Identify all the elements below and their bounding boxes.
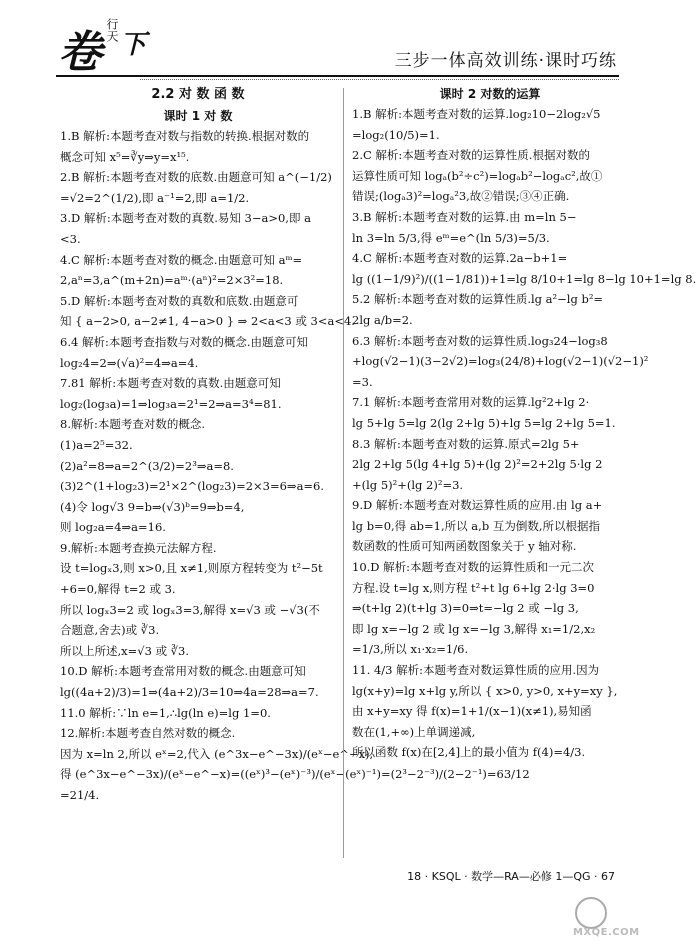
answer-line: 则 log₂a=4⇒a=16. (60, 520, 166, 535)
answer-line: 1.B 解析:本题考查对数的运算.log₂10−2log₂√5 (352, 107, 601, 121)
answer-line: 10.D 解析:本题考查对数的运算性质和一元二次 (352, 560, 595, 575)
watermark (571, 897, 661, 939)
answer-line: lg(x+y)=lg x+lg y,所以 { x>0, y>0, x+y=xy }, (352, 683, 618, 698)
answer-line: 得 (e^3x−e^−3x)/(eˣ−e^−x)=((eˣ)³−(eˣ)⁻³)/(eˣ−(eˣ)⁻¹)=(2³−2⁻³)/(2−2⁻¹)=63/12 (60, 767, 530, 782)
answer-line: 3.D 解析:本题考查对数的真数.易知 3−a>0,即 a (60, 211, 311, 226)
answer-line: =21/4. (60, 788, 100, 802)
answer-line: 错误;(logₐ3)²=logₐ²3,故②错误;③④正确. (352, 189, 570, 204)
answer-line: 3.B 解析:本题考查对数的运算.由 m=ln 5− (352, 209, 577, 224)
answer-line: lg ((1−1/9)²)/((1−1/81))+1=lg 8/10+1=lg 8−lg 10+1=lg 8. (352, 271, 696, 286)
answer-line: log₂(log₃a)=1⇒log₃a=2¹=2⇒a=3⁴=81. (60, 396, 282, 411)
header-dotted-rule (140, 79, 619, 80)
answer-line: =√2=2^(1/2),即 a⁻¹=2,即 a=1/2. (60, 190, 250, 205)
brand-tail-char: 下 (120, 30, 147, 60)
answer-line: (3)2^(1+log₂3)=2¹×2^(log₂3)=2×3=6⇒a=6. (60, 479, 325, 494)
brand-sub-chars: 行天 (105, 18, 119, 42)
answer-line: ln 3=ln 5/3,得 eᵐ=e^(ln 5/3)=5/3. (352, 230, 550, 245)
answer-line: 6.3 解析:本题考查对数的运算性质.log₃24−log₃8 (352, 333, 608, 348)
answer-line: =log₂(10/5)=1. (352, 127, 440, 142)
answer-line: +(lg 5)²+(lg 2)²=3. (352, 477, 464, 492)
answer-line: +log(√2−1)(3−2√2)=log₃(24/8)+log(√2−1)(√2−1)² (352, 354, 649, 369)
answer-line: 11.0 解析:∵ln e=1,∴lg(ln e)=lg 1=0. (60, 705, 271, 720)
answer-line: 2.B 解析:本题考查对数的底数.由题意可知 a^(−1/2) (60, 170, 332, 185)
answer-line: 2lg 2+lg 5(lg 4+lg 5)+(lg 2)²=2+2lg 5·lg 2 (352, 457, 603, 472)
answer-line: =3. (352, 374, 373, 389)
answer-line: 2.C 解析:本题考查对数的运算性质.根据对数的 (352, 148, 590, 163)
answer-line: 设 t=logₓ3,则 x>0,且 x≠1,则原方程转变为 t²−5t (60, 561, 323, 576)
answer-line: +6=0,解得 t=2 或 3. (60, 582, 176, 597)
answer-line: 因为 x=ln 2,所以 eˣ=2,代入 (e^3x−e^−3x)/(eˣ−e^−x), (60, 746, 374, 761)
answer-line: lg((4a+2)/3)=1⇒(4a+2)/3=10⇒4a=28⇒a=7. (60, 685, 319, 700)
answer-line: (1)a=2⁵=32. (60, 437, 133, 452)
answer-line: 5.2 解析:本题考查对数的运算性质.lg a²−lg b²= (352, 292, 604, 307)
answer-line: 7.81 解析:本题考查对数的真数.由题意可知 (60, 376, 281, 391)
answer-line: 由 x+y=xy 得 f(x)=1+1/(x−1)(x≠1),易知函 (352, 704, 592, 719)
answer-line: 2,aⁿ=3,a^(m+2n)=aᵐ·(aⁿ)²=2×3²=18. (60, 273, 284, 288)
answer-line: 所以 logₓ3=2 或 logₓ3=3,解得 x=√3 或 −√3(不 (60, 602, 320, 617)
watermark-text: MXQE.COM (573, 927, 640, 938)
answer-line: (4)令 log√3 9=b⇒(√3)ᵇ=9⇒b=4, (60, 499, 245, 514)
answer-line: 合题意,舍去)或 ∛3. (60, 623, 160, 638)
answer-line: lg 5+lg 5=lg 2(lg 2+lg 5)+lg 5=lg 2+lg 5=1. (352, 415, 616, 430)
answer-line: <3. (60, 231, 81, 246)
lesson-title-1: 课时 1 对 数 (163, 109, 233, 123)
right-answer-lines (352, 104, 696, 763)
watermark-logo-icon (575, 897, 607, 929)
answer-line: 即 lg x=−lg 2 或 lg x=−lg 3,解得 x₁=1/2,x₂ (352, 621, 596, 636)
brand-main-char: 卷 (58, 27, 100, 78)
answer-line: 数在(1,+∞)上单调递减, (352, 724, 476, 739)
answer-line: (2)a²=8⇒a=2^(3/2)=2³⇒a=8. (60, 458, 234, 473)
answer-line: 所以函数 f(x)在[2,4]上的最小值为 f(4)=4/3. (352, 745, 586, 760)
answer-line: 方程.设 t=lg x,则方程 t²+t lg 6+lg 2·lg 3=0 (352, 580, 595, 595)
answer-line: 所以上所述,x=√3 或 ∛3. (60, 643, 190, 658)
series-title: 三步一体高效训练·课时巧练 (394, 51, 617, 71)
answer-line: log₂4=2⇒(√a)²=4⇒a=4. (60, 355, 199, 370)
answer-line: ⇒(t+lg 2)(t+lg 3)=0⇒t=−lg 2 或 −lg 3, (352, 601, 579, 616)
lesson-title-2: 课时 2 对数的运算 (439, 87, 541, 101)
answer-line: 知 { a−2>0, a−2≠1, 4−a>0 } ⇒ 2<a<3 或 3<a<4. (60, 314, 355, 329)
answer-line: =1/3,所以 x₁·x₂=1/6. (352, 642, 469, 657)
section-title: 2.2 对 数 函 数 (151, 87, 245, 102)
answer-line: 11. 4/3 解析:本题考查对数运算性质的应用.因为 (352, 663, 600, 678)
answer-line: 1.B 解析:本题考查对数与指数的转换.根据对数的 (60, 129, 310, 143)
answer-line: 2lg a/b=2. (352, 312, 413, 327)
answer-line: 9.D 解析:本题考查对数运算性质的应用.由 lg a+ (352, 498, 603, 513)
answer-line: 8.解析:本题考查对数的概念. (60, 417, 206, 432)
brand-logo (58, 14, 148, 78)
answer-line: 8.3 解析:本题考查对数的运算.原式=2lg 5+ (352, 436, 580, 451)
header-rule (56, 75, 619, 77)
answer-line: 数函数的性质可知两函数图象关于 y 轴对称. (352, 539, 577, 554)
answer-line: 概念可知 x⁵=∛y⇒y=x¹⁵. (60, 149, 190, 164)
answer-line: 7.1 解析:本题考查常用对数的运算.lg²2+lg 2· (352, 395, 590, 410)
answer-line: lg b=0,得 ab=1,所以 a,b 互为倒数,所以根据指 (352, 518, 600, 533)
answer-line: 4.C 解析:本题考查对数的概念.由题意可知 aᵐ= (60, 252, 303, 267)
answer-line: 9.解析:本题考查换元法解方程. (60, 540, 217, 555)
page-footer: 18 · KSQL · 数学—RA—必修 1—QG · 67 (407, 870, 615, 883)
answer-line: 6.4 解析:本题考查指数与对数的概念.由题意可知 (60, 334, 308, 349)
answer-line: 10.D 解析:本题考查常用对数的概念.由题意可知 (60, 664, 306, 679)
answer-line: 运算性质可知 logₐ(b²÷c²)=logₐb²−logₐc²,故① (352, 168, 603, 183)
answer-line: 12.解析:本题考查自然对数的概念. (60, 726, 236, 741)
right-column (352, 84, 696, 763)
column-divider (343, 88, 344, 858)
answer-line: 4.C 解析:本题考查对数的运算.2a−b+1= (352, 251, 568, 266)
answer-line: 5.D 解析:本题考查对数的真数和底数.由题意可 (60, 293, 299, 308)
